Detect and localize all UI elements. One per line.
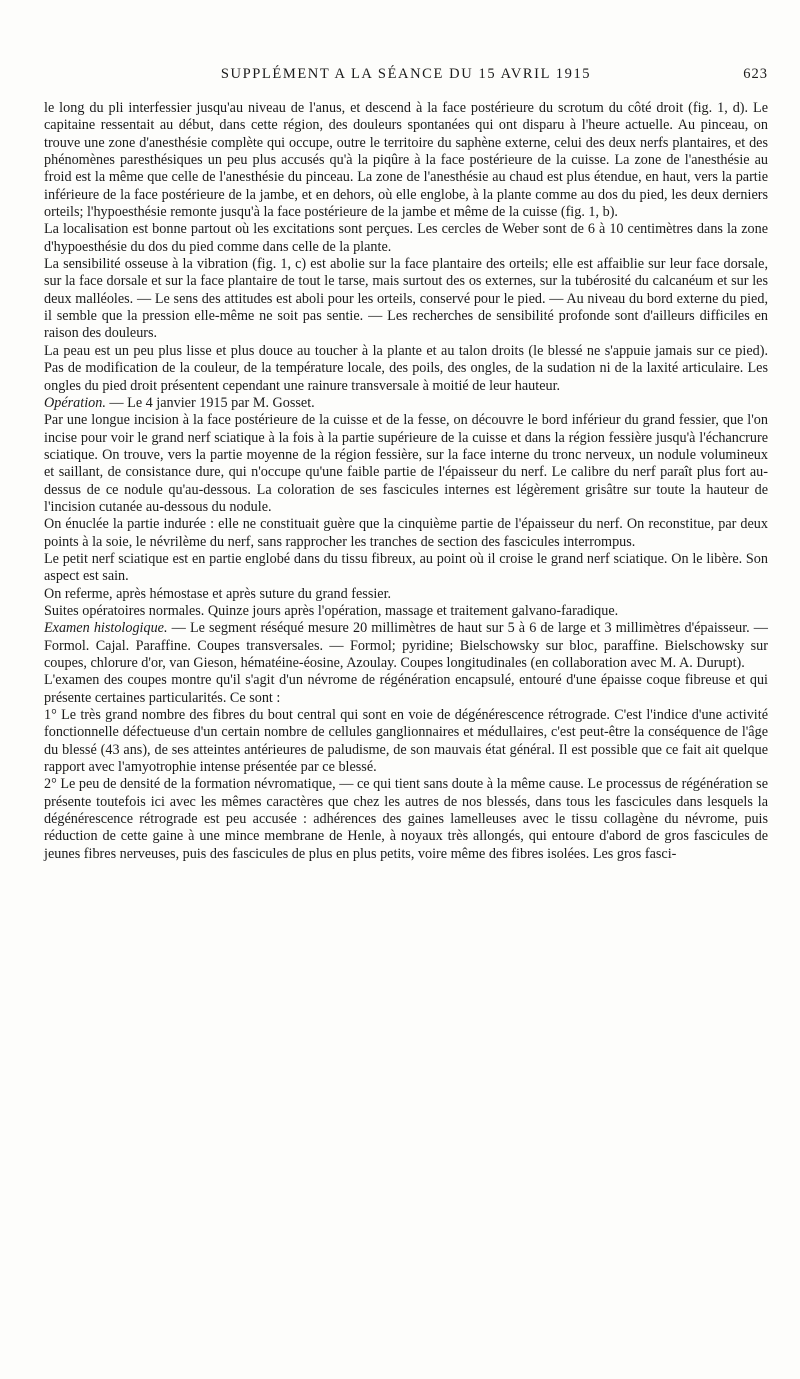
operation-heading-paragraph xyxy=(44,395,768,412)
page-number: 623 xyxy=(743,66,768,82)
paragraph-text: La localisation est bonne partout où les excitations sont perçues. Les cercles de Weber sont de 6 à 10 centimètres dans la zone d'hypoesthésie du dos du pied comme dans celle de la plante. xyxy=(44,221,768,255)
paragraph xyxy=(44,672,768,707)
paragraph xyxy=(44,343,768,395)
paragraph-text: On referme, après hémostase et après suture du grand fessier. xyxy=(44,585,392,602)
paragraph-text: Par une longue incision à la face postérieure de la cuisse et de la fesse, on découvre le bord inférieur du grand fessier, que l'on incise pour voir le grand nerf sciatique à la fois à la partie supérieure de la cuisse et dans la région fessière jusqu'à l'échancrure sciatique. On trouve, vers la partie moyenne de la région fessière, sur la face interne du tronc nerveux, un nodule volumineux et saillant, de consistance dure, qui n'occupe qu'une faible partie de l'épaisseur du nerf. Le calibre du nerf paraît plus fort au-dessus de ce nodule qu'au-dessous. La coloration de ses fascicules internes est légèrement grisâtre sur toute la hauteur de l'incision cutanée au-dessous du nodule. xyxy=(44,412,768,515)
paragraph-text: le long du pli interfessier jusqu'au niveau de l'anus, et descend à la face postérieure du scrotum du côté droit (fig. 1, d). Le capitaine ressentait au début, dans cette région, des douleurs spontanées qui ont disparu à l'heure actuelle. Au pinceau, on trouve une zone d'anesthésie complète qui occupe, outre le territoire du saphène externe, celui des deux nerfs plantaires, et des phénomènes paresthésiques un peu plus accusés qu'à la piqûre à la face postérieure de la cuisse. La zone de l'anesthésie au froid est la même que celle de l'anesthésie du pinceau. La zone de l'anesthésie au chaud est plus étendue, en haut, vers la partie inférieure de la face postérieure de la jambe, et en dehors, où elle englobe, à la plante comme au dos du pied, les deux derniers orteils; l'hypoesthésie remonte jusqu'à la face postérieure de la jambe et même de la cuisse (fig. 1, b). xyxy=(44,100,768,221)
page-body xyxy=(44,100,768,863)
paragraph xyxy=(44,551,768,586)
paragraph-text: Le petit nerf sciatique est en partie englobé dans du tissu fibreux, au point où il croise le grand nerf sciatique. On le libère. Son aspect est sain. xyxy=(44,550,768,585)
paragraph xyxy=(44,516,768,551)
paragraph xyxy=(44,221,768,256)
running-head xyxy=(44,66,768,88)
paragraph-text: L'examen des coupes montre qu'il s'agit d'un névrome de régénération encapsulé, entouré d'une épaisse coque fibreuse et qui présente certaines particularités. Ce sont : xyxy=(44,672,768,706)
running-head-title: SUPPLÉMENT A LA SÉANCE DU 15 AVRIL 1915 xyxy=(220,66,592,82)
paragraph xyxy=(44,776,768,863)
paragraph xyxy=(44,100,768,221)
paragraph xyxy=(44,412,768,516)
paragraph-text: La sensibilité osseuse à la vibration (fig. 1, c) est abolie sur la face plantaire des orteils; elle est affaiblie sur leur face dorsale, sur la face dorsale et sur la face plantaire de tout le tarse, mais surtout des os externes, sur la tubérosité du calcanéum et sur les deux malléoles. — Le sens des attitudes est aboli pour les orteils, conservé pour le pied. — Au niveau du bord externe du pied, il semble que la pression elle-même ne soit pas sentie. — Les recherches de sensibilité profonde sont d'ailleurs difficiles en raison des douleurs. xyxy=(44,256,768,342)
paragraph-text: La peau est un peu plus lisse et plus douce au toucher à la plante et au talon droits (le blessé ne s'appuie jamais sur ce pied). Pas de modification de la couleur, de la température locale, des poils, des ongles, de la sudation ni de la laxité articulaire. Les ongles du pied droit présentent cependant une rainure transversale à moitié de leur hauteur. xyxy=(44,342,768,394)
paragraph xyxy=(44,603,768,620)
section-heading: Opération. xyxy=(44,394,106,411)
paragraph xyxy=(44,586,768,603)
paragraph-text: — Le 4 janvier 1915 par M. Gosset. xyxy=(105,394,315,411)
paragraph-text: On énuclée la partie indurée : elle ne constituait guère que la cinquième partie de l'épaisseur du nerf. On reconstitue, par deux points à la soie, le névrilème du nerf, sans rapprocher les tranches de section des fascicules interrompus. xyxy=(44,516,768,550)
section-heading: Examen histologique. xyxy=(44,620,168,637)
paragraph-text: Suites opératoires normales. Quinze jours après l'opération, massage et traitement galvano-faradique. xyxy=(44,602,619,619)
paragraph-text: 1° Le très grand nombre des fibres du bout central qui sont en voie de dégénérescence rétrograde. C'est l'indice d'une activité fonctionnelle défectueuse d'un certain nombre de cellules ganglionnaires et médullaires, c'est peut-être la conséquence de l'âge du blessé (43 ans), de ses atteintes antérieures de paludisme, de son mauvais état général. Il est possible que ce fait ait quelque rapport avec l'amyotrophie intense présentée par ce blessé. xyxy=(44,707,768,776)
paragraph-text: 2° Le peu de densité de la formation névromatique, — ce qui tient sans doute à la même cause. Le processus de régénération se présente toutefois ici avec les mêmes caractères que chez les autres de nos blessés, dans tous les fascicules dans lesquels la dégénérescence rétrograde est peu accusée : adhérences des gaines lamelleuses avec le tissu collagène du névrome, puis réduction de cette gaine à une mince membrane de Henle, à noyaux très allongés, qui entoure d'abord de gros fascicules de jeunes fibres nerveuses, puis des fascicules de plus en plus petits, voire même des fibres isolées. Les gros fasci- xyxy=(44,776,768,862)
paragraph xyxy=(44,256,768,343)
paragraph-text: — Le segment réséqué mesure 20 millimètres de haut sur 5 à 6 de large et 3 millimètres d'épaisseur. — Formol. Cajal. Paraffine. Coupes transversales. — Formol; pyridine; Bielschowsky sur bloc, paraffine. Bielschowsky sur coupes, chlorure d'or, van Gieson, hématéine-éosine, Azoulay. Coupes longitudinales (en collaboration avec M. A. Durupt). xyxy=(44,620,768,671)
paragraph xyxy=(44,707,768,776)
histology-heading-paragraph xyxy=(44,620,768,672)
